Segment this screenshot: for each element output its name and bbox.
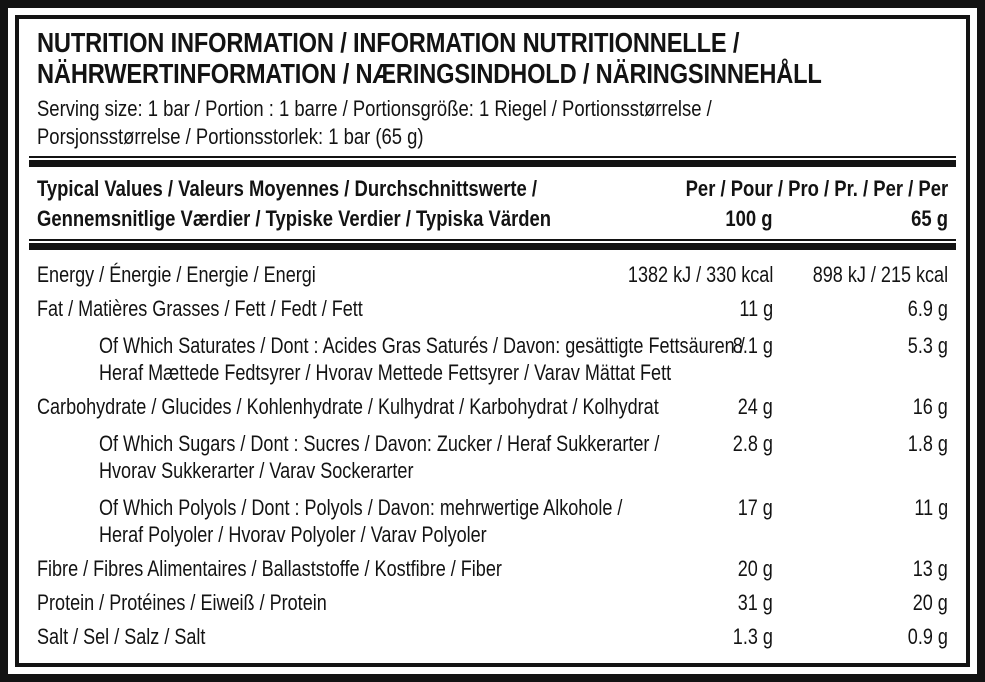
value-per-serving: 5.3 g: [907, 333, 948, 358]
value-per-100g: 11 g: [739, 296, 773, 321]
label-panel: [15, 15, 970, 667]
rule-thick-bar: [29, 160, 956, 167]
nutrient-label-line: Salt / Sel / Salz / Salt: [37, 624, 206, 649]
nutrient-row: [37, 326, 948, 390]
nutrient-label: [37, 589, 948, 616]
value-per-100g: 2.8 g: [732, 431, 773, 456]
value-per-100g: 17 g: [737, 495, 773, 520]
label-title: [37, 27, 948, 89]
nutrient-label-line: Heraf Mættede Fedtsyrer / Hvorav Mettede Fettsyrer / Varav Mättat Fett: [99, 360, 672, 385]
col-header-65g: 65 g: [911, 206, 948, 231]
per-header: Per / Pour / Pro / Pr. / Per / Per: [685, 176, 948, 201]
value-per-serving: 0.9 g: [907, 624, 948, 649]
columns-header: [37, 174, 948, 234]
value-per-100g: 20 g: [737, 556, 773, 581]
nutrient-label: [37, 332, 948, 386]
title-line-1: NUTRITION INFORMATION / INFORMATION NUTRITIONNELLE /: [37, 27, 740, 58]
value-per-serving: 1.8 g: [907, 431, 948, 456]
value-per-100g: 1.3 g: [732, 624, 773, 649]
nutrient-rows: [37, 258, 948, 654]
nutrient-label-line: Fibre / Fibres Alimentaires / Ballaststoffe / Kostfibre / Fiber: [37, 556, 502, 581]
value-per-serving: 16 g: [912, 394, 948, 419]
value-per-100g: 24 g: [737, 394, 773, 419]
rule-thin-line: [29, 239, 956, 241]
separator-rule-top: [29, 156, 956, 167]
nutrient-label-line: Carbohydrate / Glucides / Kohlenhydrate / Kulhydrat / Karbohydrat / Kolhydrat: [37, 394, 659, 419]
nutrient-label-line: Heraf Polyoler / Hvorav Polyoler / Varav Polyoler: [99, 522, 487, 547]
nutrient-label: [37, 555, 948, 582]
nutrient-row: [37, 258, 948, 292]
nutrient-row: [37, 620, 948, 654]
nutrient-label: [37, 494, 948, 548]
rule-thick-bar: [29, 243, 956, 250]
nutrient-label-line: Of Which Saturates / Dont : Acides Gras Saturés / Davon: gesättigte Fettsäuren /: [99, 333, 745, 358]
title-line-2: NÄHRWERTINFORMATION / NÆRINGSINDHOLD / NÄRINGSINNEHÅLL: [37, 58, 822, 89]
value-per-serving: 20 g: [912, 590, 948, 615]
typical-values-line-1: Typical Values / Valeurs Moyennes / Durchschnittswerte /: [37, 176, 538, 201]
serving-line-1: Serving size: 1 bar / Portion : 1 barre / Portionsgröße: 1 Riegel / Portionsstørrelse /: [37, 96, 712, 121]
nutrient-label: [37, 623, 948, 650]
nutrient-label-line: Of Which Sugars / Dont : Sucres / Davon: Zucker / Heraf Sukkerarter /: [99, 431, 660, 456]
separator-rule-header: [29, 239, 956, 250]
nutrient-label: [37, 430, 948, 484]
nutrient-label-line: Of Which Polyols / Dont : Polyols / Davon: mehrwertige Alkohole /: [99, 495, 623, 520]
value-per-serving: 6.9 g: [907, 296, 948, 321]
col-header-100g: 100 g: [725, 206, 773, 231]
nutrient-row: [37, 390, 948, 424]
nutrient-row: [37, 488, 948, 552]
typical-values-line-2: Gennemsnitlige Værdier / Typiske Verdier / Typiska Värden: [37, 206, 552, 231]
value-per-100g: 8.1 g: [732, 333, 773, 358]
nutrient-row: [37, 586, 948, 620]
value-per-serving: 11 g: [914, 495, 948, 520]
nutrient-label-line: Protein / Protéines / Eiweiß / Protein: [37, 590, 327, 615]
nutrient-label: [37, 393, 948, 420]
nutrient-label: [37, 295, 948, 322]
value-per-serving: 13 g: [912, 556, 948, 581]
nutrient-label-line: Energy / Énergie / Energie / Energi: [37, 262, 316, 287]
value-per-100g: 31 g: [737, 590, 773, 615]
rule-thin-line: [29, 156, 956, 158]
nutrient-label-line: Fat / Matières Grasses / Fett / Fedt / Fett: [37, 296, 363, 321]
nutrient-row: [37, 552, 948, 586]
value-per-100g: 1382 kJ / 330 kcal: [627, 262, 773, 287]
serving-size: [37, 95, 948, 151]
nutrient-row: [37, 424, 948, 488]
nutrient-row: [37, 292, 948, 326]
nutrient-label-line: Hvorav Sukkerarter / Varav Sockerarter: [99, 458, 414, 483]
serving-line-2: Porsjonsstørrelse / Portionsstorlek: 1 bar (65 g): [37, 124, 424, 149]
value-per-serving: 898 kJ / 215 kcal: [812, 262, 948, 287]
